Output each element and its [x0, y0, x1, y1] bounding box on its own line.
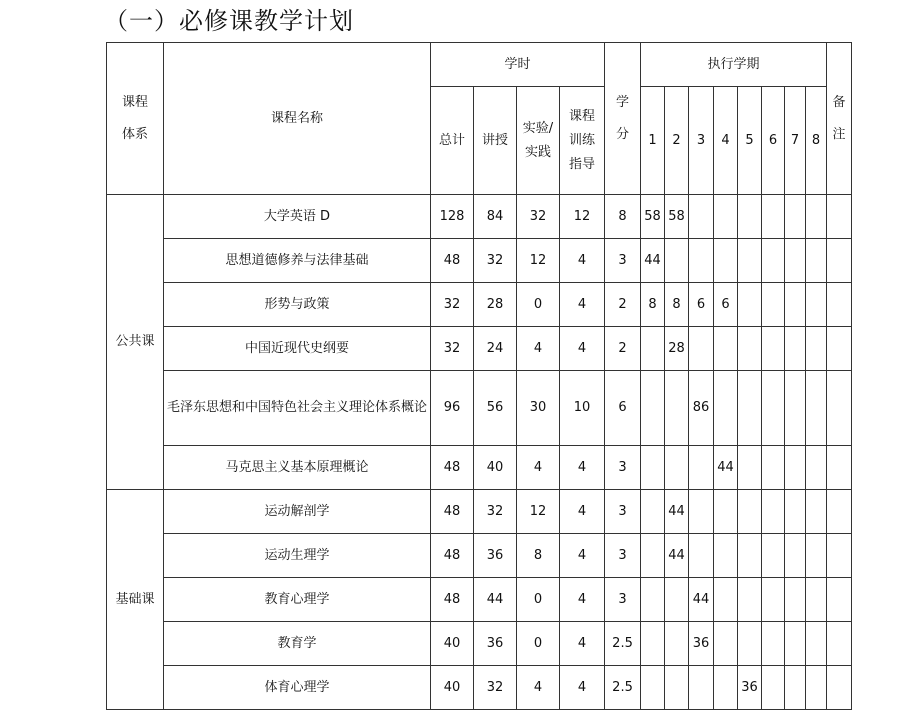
semester-7-cell — [785, 239, 806, 283]
lecture-hours-cell: 36 — [474, 622, 517, 666]
semester-6-cell — [762, 371, 785, 446]
lecture-hours-cell: 32 — [474, 239, 517, 283]
semester-4-cell: 6 — [714, 283, 738, 327]
table-row — [107, 283, 852, 327]
semester-3-cell: 86 — [689, 371, 714, 446]
practice-hours-cell: 0 — [517, 283, 560, 327]
semester-6-cell — [762, 490, 785, 534]
header-hours-group: 学时 — [431, 43, 605, 87]
course-name-cell: 毛泽东思想和中国特色社会主义理论体系概论 — [164, 371, 431, 446]
credit-cell: 3 — [605, 534, 641, 578]
semester-6-cell — [762, 534, 785, 578]
semester-5-cell — [738, 622, 762, 666]
training-hours-cell: 4 — [560, 327, 605, 371]
semester-2-cell — [665, 371, 689, 446]
page-title: （一）必修课教学计划 — [104, 7, 354, 35]
semester-4-cell — [714, 666, 738, 710]
semester-1-cell: 8 — [641, 283, 665, 327]
header-semester-1: 1 — [641, 87, 665, 195]
remark-cell — [827, 371, 852, 446]
training-hours-cell: 4 — [560, 622, 605, 666]
semester-5-cell — [738, 327, 762, 371]
semester-5-cell — [738, 283, 762, 327]
training-hours-cell: 4 — [560, 578, 605, 622]
header-row-1 — [107, 43, 852, 87]
remark-cell — [827, 490, 852, 534]
header-semester-8: 8 — [806, 87, 827, 195]
lecture-hours-cell: 36 — [474, 534, 517, 578]
semester-6-cell — [762, 446, 785, 490]
semester-4-cell — [714, 534, 738, 578]
practice-hours-cell: 4 — [517, 666, 560, 710]
practice-hours-cell: 4 — [517, 446, 560, 490]
remark-cell — [827, 666, 852, 710]
semester-6-cell — [762, 578, 785, 622]
table-row — [107, 195, 852, 239]
practice-hours-cell: 30 — [517, 371, 560, 446]
practice-hours-cell: 8 — [517, 534, 560, 578]
semester-8-cell — [806, 490, 827, 534]
table-row — [107, 490, 852, 534]
practice-hours-cell: 4 — [517, 327, 560, 371]
course-name-cell: 思想道德修养与法律基础 — [164, 239, 431, 283]
header-practice: 实验/ 实践 — [517, 87, 560, 195]
semester-2-cell — [665, 666, 689, 710]
semester-1-cell — [641, 666, 665, 710]
total-hours-cell: 32 — [431, 327, 474, 371]
semester-1-cell — [641, 327, 665, 371]
semester-1-cell: 58 — [641, 195, 665, 239]
header-semester-7: 7 — [785, 87, 806, 195]
credit-cell: 3 — [605, 578, 641, 622]
lecture-hours-cell: 40 — [474, 446, 517, 490]
total-hours-cell: 128 — [431, 195, 474, 239]
remark-cell — [827, 283, 852, 327]
header-semester-5: 5 — [738, 87, 762, 195]
semester-6-cell — [762, 622, 785, 666]
semester-2-cell: 28 — [665, 327, 689, 371]
course-name-cell: 运动生理学 — [164, 534, 431, 578]
semester-6-cell — [762, 327, 785, 371]
course-name-cell: 教育心理学 — [164, 578, 431, 622]
table-row — [107, 666, 852, 710]
training-hours-cell: 10 — [560, 371, 605, 446]
semester-3-cell — [689, 490, 714, 534]
semester-1-cell — [641, 371, 665, 446]
semester-7-cell — [785, 666, 806, 710]
semester-3-cell — [689, 195, 714, 239]
header-training: 课程 训练 指导 — [560, 87, 605, 195]
lecture-hours-cell: 84 — [474, 195, 517, 239]
semester-8-cell — [806, 534, 827, 578]
total-hours-cell: 48 — [431, 534, 474, 578]
semester-4-cell — [714, 195, 738, 239]
semester-5-cell — [738, 239, 762, 283]
training-hours-cell: 4 — [560, 283, 605, 327]
curriculum-table — [106, 42, 852, 710]
semester-1-cell: 44 — [641, 239, 665, 283]
semester-8-cell — [806, 239, 827, 283]
practice-hours-cell: 32 — [517, 195, 560, 239]
semester-5-cell — [738, 195, 762, 239]
semester-1-cell — [641, 446, 665, 490]
semester-3-cell — [689, 666, 714, 710]
practice-hours-cell: 0 — [517, 622, 560, 666]
semester-4-cell: 44 — [714, 446, 738, 490]
semester-6-cell — [762, 666, 785, 710]
semester-4-cell — [714, 327, 738, 371]
semester-2-cell: 8 — [665, 283, 689, 327]
semester-6-cell — [762, 239, 785, 283]
remark-cell — [827, 195, 852, 239]
semester-4-cell — [714, 622, 738, 666]
total-hours-cell: 48 — [431, 490, 474, 534]
semester-4-cell — [714, 371, 738, 446]
semester-5-cell — [738, 446, 762, 490]
semester-8-cell — [806, 666, 827, 710]
semester-8-cell — [806, 327, 827, 371]
table-row — [107, 371, 852, 446]
semester-1-cell — [641, 534, 665, 578]
semester-8-cell — [806, 195, 827, 239]
lecture-hours-cell: 44 — [474, 578, 517, 622]
semester-8-cell — [806, 371, 827, 446]
semester-1-cell — [641, 578, 665, 622]
semester-5-cell — [738, 371, 762, 446]
credit-cell: 6 — [605, 371, 641, 446]
semester-7-cell — [785, 446, 806, 490]
remark-cell — [827, 578, 852, 622]
semester-5-cell: 36 — [738, 666, 762, 710]
semester-8-cell — [806, 446, 827, 490]
credit-cell: 2 — [605, 283, 641, 327]
semester-7-cell — [785, 283, 806, 327]
course-name-cell: 形势与政策 — [164, 283, 431, 327]
total-hours-cell: 40 — [431, 622, 474, 666]
table-row — [107, 578, 852, 622]
semester-6-cell — [762, 195, 785, 239]
remark-cell — [827, 534, 852, 578]
practice-hours-cell: 12 — [517, 490, 560, 534]
semester-3-cell — [689, 239, 714, 283]
credit-cell: 2.5 — [605, 622, 641, 666]
semester-7-cell — [785, 371, 806, 446]
semester-3-cell — [689, 446, 714, 490]
table-row — [107, 327, 852, 371]
header-semester-6: 6 — [762, 87, 785, 195]
lecture-hours-cell: 32 — [474, 666, 517, 710]
remark-cell — [827, 622, 852, 666]
header-semester-group: 执行学期 — [641, 43, 827, 87]
course-name-cell: 体育心理学 — [164, 666, 431, 710]
semester-4-cell — [714, 239, 738, 283]
semester-2-cell — [665, 446, 689, 490]
header-total: 总计 — [431, 87, 474, 195]
header-semester-2: 2 — [665, 87, 689, 195]
course-name-cell: 运动解剖学 — [164, 490, 431, 534]
semester-3-cell: 6 — [689, 283, 714, 327]
total-hours-cell: 40 — [431, 666, 474, 710]
semester-2-cell — [665, 239, 689, 283]
table-row — [107, 622, 852, 666]
course-name-cell: 马克思主义基本原理概论 — [164, 446, 431, 490]
training-hours-cell: 4 — [560, 490, 605, 534]
header-course-name: 课程名称 — [164, 43, 431, 195]
semester-2-cell — [665, 578, 689, 622]
semester-3-cell: 36 — [689, 622, 714, 666]
semester-5-cell — [738, 490, 762, 534]
course-name-cell: 中国近现代史纲要 — [164, 327, 431, 371]
semester-3-cell: 44 — [689, 578, 714, 622]
semester-7-cell — [785, 578, 806, 622]
semester-1-cell — [641, 622, 665, 666]
header-semester-4: 4 — [714, 87, 738, 195]
semester-2-cell: 44 — [665, 490, 689, 534]
lecture-hours-cell: 24 — [474, 327, 517, 371]
total-hours-cell: 48 — [431, 239, 474, 283]
practice-hours-cell: 12 — [517, 239, 560, 283]
credit-cell: 3 — [605, 239, 641, 283]
lecture-hours-cell: 32 — [474, 490, 517, 534]
course-system-cell: 公共课 — [107, 195, 164, 490]
semester-5-cell — [738, 534, 762, 578]
total-hours-cell: 48 — [431, 446, 474, 490]
semester-8-cell — [806, 578, 827, 622]
semester-2-cell — [665, 622, 689, 666]
practice-hours-cell: 0 — [517, 578, 560, 622]
semester-3-cell — [689, 534, 714, 578]
remark-cell — [827, 446, 852, 490]
lecture-hours-cell: 56 — [474, 371, 517, 446]
semester-1-cell — [641, 490, 665, 534]
remark-cell — [827, 327, 852, 371]
semester-2-cell: 58 — [665, 195, 689, 239]
semester-5-cell — [738, 578, 762, 622]
credit-cell: 3 — [605, 446, 641, 490]
semester-7-cell — [785, 534, 806, 578]
semester-3-cell — [689, 327, 714, 371]
semester-4-cell — [714, 490, 738, 534]
header-semester-3: 3 — [689, 87, 714, 195]
training-hours-cell: 4 — [560, 534, 605, 578]
training-hours-cell: 12 — [560, 195, 605, 239]
semester-2-cell: 44 — [665, 534, 689, 578]
course-name-cell: 教育学 — [164, 622, 431, 666]
semester-4-cell — [714, 578, 738, 622]
table-row — [107, 534, 852, 578]
semester-7-cell — [785, 490, 806, 534]
training-hours-cell: 4 — [560, 666, 605, 710]
header-credit: 学 分 — [605, 43, 641, 195]
total-hours-cell: 48 — [431, 578, 474, 622]
training-hours-cell: 4 — [560, 446, 605, 490]
table-row — [107, 446, 852, 490]
lecture-hours-cell: 28 — [474, 283, 517, 327]
course-system-cell: 基础课 — [107, 490, 164, 710]
credit-cell: 8 — [605, 195, 641, 239]
semester-7-cell — [785, 327, 806, 371]
credit-cell: 2 — [605, 327, 641, 371]
semester-7-cell — [785, 195, 806, 239]
header-course-system: 课程 体系 — [107, 43, 164, 195]
semester-7-cell — [785, 622, 806, 666]
credit-cell: 2.5 — [605, 666, 641, 710]
table-row — [107, 239, 852, 283]
total-hours-cell: 96 — [431, 371, 474, 446]
total-hours-cell: 32 — [431, 283, 474, 327]
header-remark: 备 注 — [827, 43, 852, 195]
training-hours-cell: 4 — [560, 239, 605, 283]
credit-cell: 3 — [605, 490, 641, 534]
semester-8-cell — [806, 283, 827, 327]
header-lecture: 讲授 — [474, 87, 517, 195]
semester-6-cell — [762, 283, 785, 327]
course-name-cell: 大学英语 D — [164, 195, 431, 239]
semester-8-cell — [806, 622, 827, 666]
remark-cell — [827, 239, 852, 283]
